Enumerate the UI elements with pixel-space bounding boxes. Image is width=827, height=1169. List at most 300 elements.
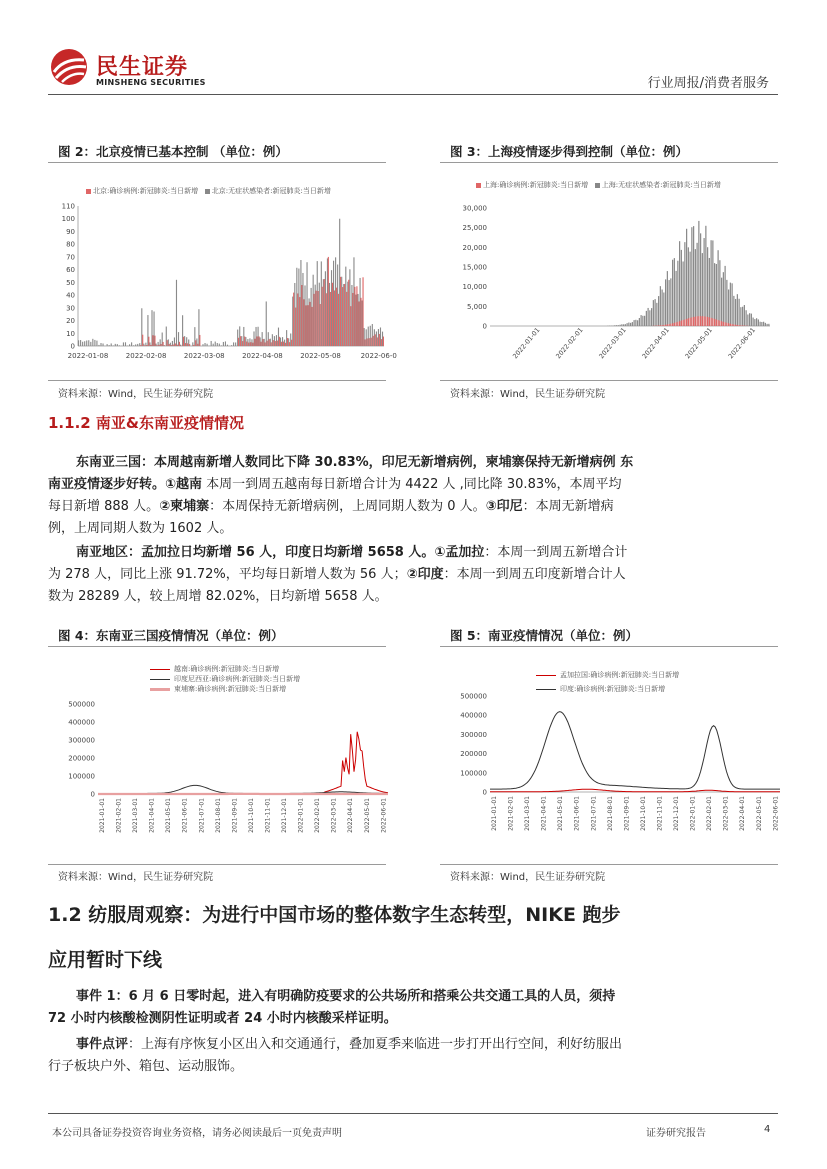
bar-confirmed bbox=[726, 323, 727, 326]
legend-swatch bbox=[205, 189, 210, 194]
bar-asymptomatic bbox=[649, 310, 650, 326]
bar-asymptomatic bbox=[616, 325, 617, 326]
bar-confirmed bbox=[283, 342, 284, 346]
bar-asymptomatic bbox=[726, 280, 727, 326]
x-tick-label: 2021-03-01 bbox=[524, 796, 532, 831]
series-line bbox=[490, 712, 780, 789]
bar-asymptomatic bbox=[698, 221, 699, 326]
x-tick-label: 2021-11-01 bbox=[656, 796, 664, 831]
x-tick-label: 2022-06-01 bbox=[726, 326, 758, 361]
bar-asymptomatic bbox=[113, 345, 114, 346]
bar-asymptomatic bbox=[669, 280, 670, 326]
bar-confirmed bbox=[700, 316, 701, 326]
bar-asymptomatic bbox=[691, 227, 692, 326]
bar-confirmed bbox=[662, 325, 663, 326]
bar-confirmed bbox=[173, 344, 174, 346]
bar-confirmed bbox=[293, 293, 294, 346]
bar-asymptomatic bbox=[131, 342, 132, 346]
bar-asymptomatic bbox=[684, 242, 685, 326]
x-tick-label: 2021-05-01 bbox=[557, 796, 565, 831]
legend-entry bbox=[536, 668, 679, 682]
bar-asymptomatic bbox=[231, 345, 232, 346]
x-tick-label: 2022-03-01 bbox=[722, 796, 730, 831]
x-tick-label: 2022-05-01 bbox=[363, 798, 371, 833]
bar-asymptomatic bbox=[217, 343, 218, 346]
x-tick-label: 2022-04-01 bbox=[739, 796, 747, 831]
bar-confirmed bbox=[187, 343, 188, 346]
bar-asymptomatic bbox=[663, 292, 664, 326]
bar-asymptomatic bbox=[730, 283, 731, 326]
bar-asymptomatic bbox=[767, 324, 768, 326]
x-tick-label: 2021-02-01 bbox=[115, 798, 123, 833]
bar-asymptomatic bbox=[765, 323, 766, 326]
bar-asymptomatic bbox=[704, 238, 705, 326]
bar-confirmed bbox=[695, 317, 696, 326]
fig2-legend bbox=[86, 186, 331, 196]
fig4-source: 资料来源：Wind，民生证券研究院 bbox=[58, 872, 214, 883]
bar-confirmed bbox=[316, 291, 317, 346]
bar-asymptomatic bbox=[744, 305, 745, 326]
bar-confirmed bbox=[256, 336, 257, 346]
bar-confirmed bbox=[672, 323, 673, 326]
bar-asymptomatic bbox=[88, 340, 89, 346]
bar-confirmed bbox=[728, 323, 729, 326]
p2-rest-2: ：本周一到周五印度新增合计人数为 28289 人，较上周增 82.02%，日均新增 5658 人。 bbox=[48, 567, 626, 604]
x-tick-label: 2021-09-01 bbox=[231, 798, 239, 833]
x-tick-label: 2021-11-01 bbox=[264, 798, 272, 833]
bar-asymptomatic bbox=[135, 344, 136, 346]
fig2-legend-2: 北京:无症状感染者:新冠肺炎:当日新增 bbox=[211, 187, 331, 195]
section-heading-12-line2: 应用暂时下线 bbox=[48, 949, 163, 971]
bar-asymptomatic bbox=[215, 342, 216, 346]
bar-confirmed bbox=[360, 298, 361, 346]
bar-asymptomatic bbox=[233, 342, 234, 346]
bar-asymptomatic bbox=[221, 345, 222, 346]
bar-asymptomatic bbox=[223, 342, 224, 346]
section-heading-12-line1: 1.2 纺服周观察：为进行中国市场的整体数字生态转型，NIKE 跑步 bbox=[48, 904, 621, 926]
bar-confirmed bbox=[356, 286, 357, 346]
bar-confirmed bbox=[307, 305, 308, 346]
bar-confirmed bbox=[195, 340, 196, 346]
bar-asymptomatic bbox=[266, 301, 267, 346]
bar-asymptomatic bbox=[725, 266, 726, 326]
footer-divider bbox=[48, 1113, 778, 1114]
series-line bbox=[98, 732, 388, 794]
bar-confirmed bbox=[311, 307, 312, 346]
bar-confirmed bbox=[154, 336, 155, 346]
bar-asymptomatic bbox=[735, 299, 736, 326]
bar-asymptomatic bbox=[202, 344, 203, 346]
bar-asymptomatic bbox=[653, 300, 654, 326]
y-tick-label: 100000 bbox=[460, 769, 487, 778]
bar-asymptomatic bbox=[746, 310, 747, 326]
bar-confirmed bbox=[285, 343, 286, 346]
bar-asymptomatic bbox=[768, 324, 769, 326]
bar-confirmed bbox=[383, 337, 384, 346]
p1-rest-2: ：本周保持无新增病例，上周同期人数为 0 人。 bbox=[209, 499, 486, 514]
fig2-title: 图 2：北京疫情已基本控制 （单位：例） bbox=[58, 144, 288, 159]
bar-asymptomatic bbox=[119, 345, 120, 346]
bar-confirmed bbox=[698, 316, 699, 326]
p2-rest: ：本周一到周五新增合计为 278 人，同比上涨 91.72%，平均每日新增人数为 56 人； bbox=[48, 545, 628, 582]
brand-name-cn: 民生证券 bbox=[96, 55, 189, 80]
bar-confirmed bbox=[714, 319, 715, 326]
bar-confirmed bbox=[350, 306, 351, 346]
bar-confirmed bbox=[344, 284, 345, 346]
y-tick-label: 80 bbox=[66, 240, 75, 249]
bar-confirmed bbox=[163, 342, 164, 346]
bar-asymptomatic bbox=[90, 342, 91, 346]
x-tick-label: 2022-02-01 bbox=[554, 326, 585, 361]
x-tick-label: 2022-03-01 bbox=[597, 326, 628, 361]
bar-asymptomatic bbox=[697, 243, 698, 326]
bar-confirmed bbox=[365, 339, 366, 346]
fig2-chart bbox=[48, 198, 397, 368]
bar-asymptomatic bbox=[711, 240, 712, 326]
bar-confirmed bbox=[273, 340, 274, 346]
bar-asymptomatic bbox=[630, 323, 631, 326]
y-tick-label: 100000 bbox=[68, 772, 95, 781]
x-tick-label: 2022-02-01 bbox=[706, 796, 714, 831]
bar-confirmed bbox=[142, 335, 143, 346]
bar-confirmed bbox=[735, 325, 736, 326]
bar-asymptomatic bbox=[695, 249, 696, 326]
bar-confirmed bbox=[721, 321, 722, 326]
bar-confirmed bbox=[730, 324, 731, 326]
bar-asymptomatic bbox=[137, 344, 138, 346]
bar-confirmed bbox=[275, 341, 276, 346]
bar-confirmed bbox=[150, 345, 151, 346]
bar-confirmed bbox=[676, 322, 677, 326]
bar-asymptomatic bbox=[125, 342, 126, 346]
y-tick-label: 30 bbox=[66, 304, 75, 313]
x-tick-label: 2021-09-01 bbox=[623, 796, 631, 831]
x-tick-label: 2021-04-01 bbox=[148, 798, 156, 833]
x-tick-label: 2022-06-0 bbox=[360, 352, 397, 360]
bar-asymptomatic bbox=[621, 324, 622, 326]
y-tick-label: 300000 bbox=[68, 736, 95, 745]
bar-confirmed bbox=[346, 292, 347, 346]
bar-asymptomatic bbox=[648, 308, 649, 326]
bar-asymptomatic bbox=[662, 290, 663, 326]
bar-asymptomatic bbox=[705, 226, 706, 326]
bar-confirmed bbox=[326, 293, 327, 346]
x-tick-label: 2021-12-01 bbox=[673, 796, 681, 831]
bar-asymptomatic bbox=[719, 260, 720, 326]
y-tick-label: 400000 bbox=[68, 718, 95, 727]
bar-confirmed bbox=[354, 287, 355, 346]
bar-confirmed bbox=[688, 318, 689, 326]
legend-line bbox=[150, 669, 170, 670]
bar-confirmed bbox=[269, 339, 270, 346]
bar-asymptomatic bbox=[219, 344, 220, 346]
bar-confirmed bbox=[358, 301, 359, 346]
x-tick-label: 2021-07-01 bbox=[198, 798, 206, 833]
bar-confirmed bbox=[709, 317, 710, 326]
bar-asymptomatic bbox=[732, 283, 733, 326]
paragraph-southeast-asia bbox=[48, 452, 634, 540]
x-tick-label: 2022-03-08 bbox=[183, 352, 225, 360]
comment-text: ：上海有序恢复小区出入和交通通行，叠加夏季来临进一步打开出行空间，利好纺服出行子板块户外、箱包、运动服饰。 bbox=[48, 1037, 623, 1074]
bar-asymptomatic bbox=[207, 344, 208, 346]
fig4-legend-3: 柬埔寨:确诊病例:新冠肺炎:当日新增 bbox=[174, 685, 287, 693]
fig3-title: 图 3：上海疫情逐步得到控制（单位：例） bbox=[450, 144, 689, 159]
bar-confirmed bbox=[381, 339, 382, 346]
bar-asymptomatic bbox=[620, 325, 621, 326]
x-tick-label: 2021-06-01 bbox=[181, 798, 189, 833]
bar-confirmed bbox=[739, 325, 740, 326]
bar-asymptomatic bbox=[213, 344, 214, 346]
bar-asymptomatic bbox=[82, 342, 83, 346]
x-tick-label: 2022-02-08 bbox=[125, 352, 167, 360]
p1-rest: 本周一到周五越南每日新增合计为 4422 人 ,同比降 30.83%，本周平均每日新增 888 人。 bbox=[48, 477, 622, 514]
fig3-title-rule bbox=[440, 162, 778, 163]
bar-confirmed bbox=[693, 317, 694, 326]
bar-asymptomatic bbox=[763, 322, 764, 326]
bar-confirmed bbox=[197, 344, 198, 346]
y-tick-label: 300000 bbox=[460, 730, 487, 739]
y-tick-label: 500000 bbox=[460, 692, 487, 701]
y-tick-label: 60 bbox=[66, 266, 75, 275]
bar-asymptomatic bbox=[225, 341, 226, 346]
bar-confirmed bbox=[320, 304, 321, 346]
report-category: 行业周报/消费者服务 bbox=[647, 76, 769, 91]
bar-confirmed bbox=[369, 338, 370, 346]
bar-confirmed bbox=[309, 302, 310, 346]
x-tick-label: 2022-06-01 bbox=[380, 798, 388, 833]
y-tick-label: 100 bbox=[61, 215, 75, 224]
x-tick-label: 2022-01-01 bbox=[689, 796, 697, 831]
bar-asymptomatic bbox=[655, 299, 656, 326]
bar-confirmed bbox=[171, 345, 172, 346]
bar-asymptomatic bbox=[117, 344, 118, 346]
bar-asymptomatic bbox=[641, 315, 642, 326]
fig4-bottom-rule bbox=[48, 864, 386, 865]
bar-asymptomatic bbox=[86, 340, 87, 346]
bar-asymptomatic bbox=[747, 315, 748, 326]
bar-asymptomatic bbox=[753, 318, 754, 326]
bar-confirmed bbox=[377, 337, 378, 346]
legend-entry bbox=[150, 664, 300, 674]
bar-asymptomatic bbox=[632, 322, 633, 326]
bar-confirmed bbox=[324, 279, 325, 346]
bar-asymptomatic bbox=[80, 340, 81, 346]
y-tick-label: 30,000 bbox=[462, 204, 487, 213]
x-tick-label: 2021-08-01 bbox=[214, 798, 222, 833]
y-tick-label: 5,000 bbox=[466, 302, 487, 311]
event-comment-paragraph bbox=[48, 1034, 634, 1078]
bar-confirmed bbox=[277, 341, 278, 346]
bar-confirmed bbox=[314, 294, 315, 346]
bar-asymptomatic bbox=[683, 261, 684, 326]
bar-asymptomatic bbox=[115, 344, 116, 346]
bar-confirmed bbox=[177, 345, 178, 346]
bar-confirmed bbox=[254, 339, 255, 346]
p1-rest-3: ：本周无新增病例，上周同期人数为 1602 人。 bbox=[48, 499, 614, 536]
fig2-bottom-rule bbox=[48, 380, 386, 381]
x-tick-label: 2021-02-01 bbox=[507, 796, 515, 831]
bar-confirmed bbox=[663, 325, 664, 326]
bar-confirmed bbox=[373, 336, 374, 346]
bar-confirmed bbox=[669, 324, 670, 326]
x-tick-label: 2021-03-01 bbox=[132, 798, 140, 833]
bar-confirmed bbox=[267, 341, 268, 346]
fig3-bottom-rule bbox=[440, 380, 778, 381]
event-1-text: 事件 1：6 月 6 日零时起，进入有明确防疫要求的公共场所和搭乘公共交通工具的人员，须持 72 小时内核酸检测阴性证明或者 24 小时内核酸采样证明。 bbox=[48, 989, 616, 1026]
bar-confirmed bbox=[167, 340, 168, 346]
legend-swatch bbox=[476, 183, 481, 188]
legend-entry bbox=[150, 684, 300, 694]
y-tick-label: 10,000 bbox=[462, 283, 487, 292]
header-divider bbox=[48, 94, 778, 95]
bar-asymptomatic bbox=[176, 280, 177, 346]
bar-asymptomatic bbox=[94, 340, 95, 346]
x-tick-label: 2021-08-01 bbox=[606, 796, 614, 831]
y-tick-label: 20,000 bbox=[462, 243, 487, 252]
bar-asymptomatic bbox=[758, 319, 759, 326]
bar-confirmed bbox=[332, 283, 333, 346]
footer-disclaimer: 本公司具备证券投资咨询业务资格，请务必阅读最后一页免责声明 bbox=[52, 1128, 342, 1139]
bar-confirmed bbox=[362, 277, 363, 346]
legend-entry bbox=[150, 674, 300, 684]
bar-confirmed bbox=[183, 337, 184, 346]
x-tick-label: 2022-02-01 bbox=[314, 798, 322, 833]
bar-asymptomatic bbox=[107, 344, 108, 346]
bar-confirmed bbox=[263, 339, 264, 346]
bar-confirmed bbox=[737, 325, 738, 326]
bar-asymptomatic bbox=[227, 345, 228, 346]
bar-confirmed bbox=[725, 322, 726, 326]
bar-confirmed bbox=[252, 343, 253, 346]
bar-asymptomatic bbox=[639, 318, 640, 326]
bar-confirmed bbox=[681, 321, 682, 326]
bar-confirmed bbox=[295, 308, 296, 346]
bar-asymptomatic bbox=[714, 263, 715, 326]
bar-asymptomatic bbox=[109, 345, 110, 346]
bar-confirmed bbox=[340, 277, 341, 346]
bar-confirmed bbox=[297, 293, 298, 346]
bar-asymptomatic bbox=[760, 322, 761, 326]
x-tick-label: 2021-06-01 bbox=[573, 796, 581, 831]
brand-name-en: MINSHENG SECURITIES bbox=[96, 78, 206, 87]
bar-confirmed bbox=[665, 325, 666, 326]
bar-asymptomatic bbox=[723, 272, 724, 326]
fig5-legend-1: 孟加拉国:确诊病例:新冠肺炎:当日新增 bbox=[560, 671, 680, 679]
bar-asymptomatic bbox=[739, 299, 740, 326]
fig4-chart bbox=[48, 698, 388, 860]
y-tick-label: 15,000 bbox=[462, 263, 487, 272]
bar-confirmed bbox=[334, 290, 335, 346]
bar-confirmed bbox=[658, 325, 659, 326]
bar-asymptomatic bbox=[700, 233, 701, 326]
bar-asymptomatic bbox=[677, 261, 678, 326]
bar-confirmed bbox=[175, 343, 176, 346]
bar-confirmed bbox=[371, 338, 372, 346]
y-tick-label: 0 bbox=[90, 790, 95, 799]
event-1-paragraph bbox=[48, 986, 634, 1030]
bar-asymptomatic bbox=[674, 258, 675, 326]
bar-confirmed bbox=[161, 344, 162, 346]
fig2-legend-1: 北京:确诊病例:新冠肺炎:当日新增 bbox=[93, 187, 199, 195]
series-line bbox=[98, 785, 388, 793]
bar-confirmed bbox=[674, 323, 675, 326]
fig4-title: 图 4：东南亚三国疫情情况（单位：例） bbox=[58, 628, 284, 643]
bar-confirmed bbox=[179, 342, 180, 346]
x-tick-label: 2022-06-01 bbox=[772, 796, 780, 831]
bar-asymptomatic bbox=[716, 264, 717, 326]
fig4-title-rule bbox=[48, 646, 386, 647]
bar-confirmed bbox=[712, 318, 713, 326]
bar-asymptomatic bbox=[613, 325, 614, 326]
fig5-chart bbox=[440, 690, 780, 860]
bar-confirmed bbox=[185, 343, 186, 346]
bar-confirmed bbox=[189, 344, 190, 346]
bar-confirmed bbox=[328, 257, 329, 346]
bar-asymptomatic bbox=[667, 271, 668, 326]
bar-confirmed bbox=[238, 338, 239, 346]
bar-confirmed bbox=[281, 342, 282, 346]
bar-confirmed bbox=[683, 320, 684, 326]
legend-swatch bbox=[595, 183, 600, 188]
x-tick-label: 2021-04-01 bbox=[540, 796, 548, 831]
x-tick-label: 2021-10-01 bbox=[639, 796, 647, 831]
bar-confirmed bbox=[690, 318, 691, 326]
bar-asymptomatic bbox=[204, 343, 205, 346]
bar-asymptomatic bbox=[679, 241, 680, 326]
x-tick-label: 2022-05-08 bbox=[300, 352, 341, 360]
page-number: 4 bbox=[764, 1124, 771, 1135]
bar-asymptomatic bbox=[742, 307, 743, 326]
y-tick-label: 200000 bbox=[68, 754, 95, 763]
bar-asymptomatic bbox=[651, 308, 652, 326]
bar-asymptomatic bbox=[737, 294, 738, 326]
p2-bold: 南亚地区：孟加拉日均新增 56 人，印度日均新增 5658 人。①孟加拉 bbox=[76, 545, 485, 560]
bar-asymptomatic bbox=[235, 342, 236, 346]
bar-asymptomatic bbox=[676, 271, 677, 326]
bar-confirmed bbox=[246, 342, 247, 346]
y-tick-label: 90 bbox=[66, 227, 75, 236]
bar-asymptomatic bbox=[656, 303, 657, 326]
bar-asymptomatic bbox=[92, 339, 93, 346]
bar-asymptomatic bbox=[751, 314, 752, 326]
x-tick-label: 2022-05-01 bbox=[755, 796, 763, 831]
paragraph-south-asia bbox=[48, 542, 634, 608]
bar-confirmed bbox=[660, 325, 661, 326]
bar-asymptomatic bbox=[686, 229, 687, 326]
bar-asymptomatic bbox=[665, 279, 666, 326]
bar-asymptomatic bbox=[658, 296, 659, 326]
x-tick-label: 2022-01-08 bbox=[67, 352, 109, 360]
bar-asymptomatic bbox=[728, 289, 729, 326]
p2-bold-2: ②印度 bbox=[406, 567, 444, 582]
bar-confirmed bbox=[679, 321, 680, 326]
bar-confirmed bbox=[719, 321, 720, 326]
x-tick-label: 2022-04-01 bbox=[347, 798, 355, 833]
bar-confirmed bbox=[732, 324, 733, 326]
bar-confirmed bbox=[342, 287, 343, 346]
bar-confirmed bbox=[305, 305, 306, 346]
bar-confirmed bbox=[250, 342, 251, 346]
bar-asymptomatic bbox=[688, 247, 689, 326]
bar-confirmed bbox=[702, 316, 703, 326]
bar-asymptomatic bbox=[628, 323, 629, 326]
y-tick-label: 10 bbox=[66, 329, 75, 338]
bar-confirmed bbox=[691, 317, 692, 326]
bar-asymptomatic bbox=[614, 325, 615, 326]
x-tick-label: 2021-07-01 bbox=[590, 796, 598, 831]
bar-confirmed bbox=[152, 335, 153, 346]
x-tick-label: 2021-01-01 bbox=[491, 796, 498, 831]
